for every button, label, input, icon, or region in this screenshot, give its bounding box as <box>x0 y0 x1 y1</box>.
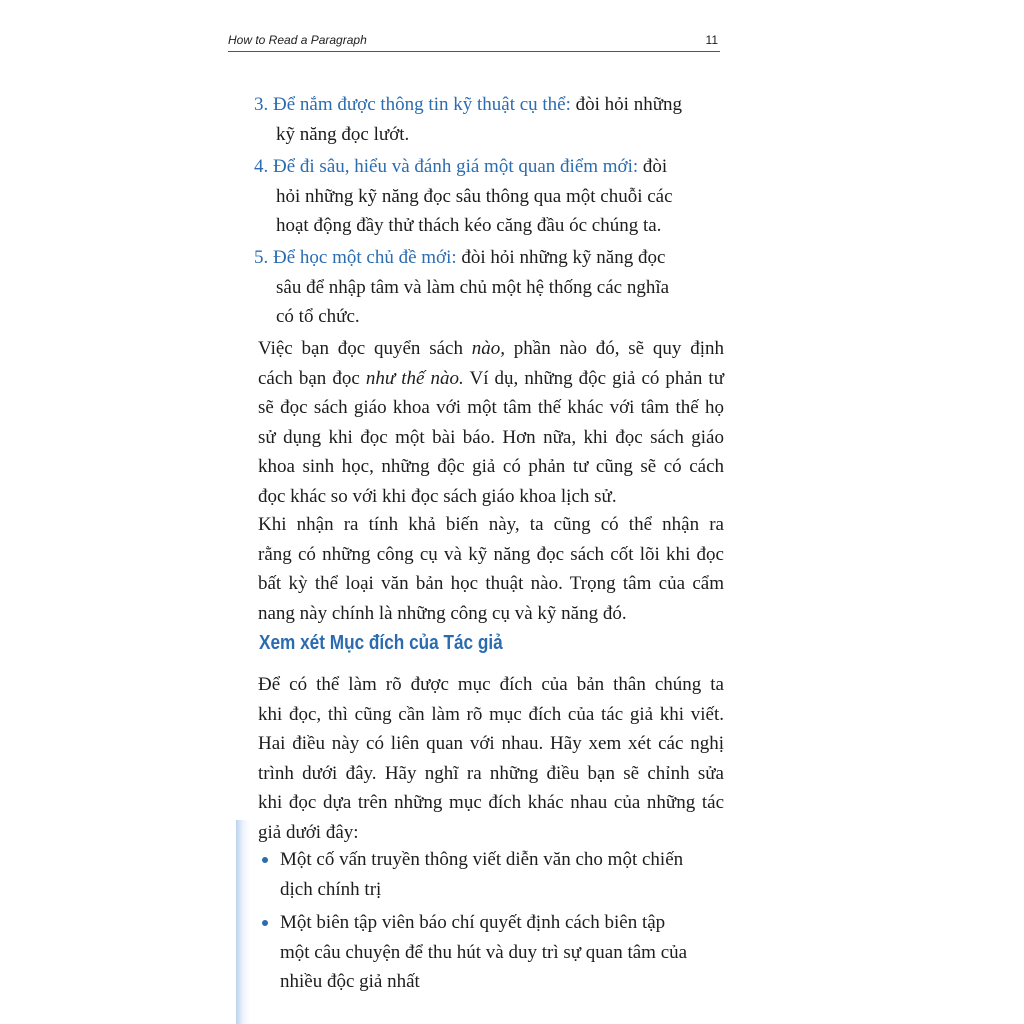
text-line: nhiều độc giả nhất <box>280 971 420 992</box>
text-line: rằng có những công cụ và kỹ năng đọc sách cốt lõi khi đọc <box>258 543 724 565</box>
header-rule <box>228 51 720 52</box>
numbered-item-4 <box>254 152 694 241</box>
item-text: có tổ chức. <box>276 306 360 327</box>
text-run: phần nào đó, sẽ quy định <box>505 338 724 359</box>
text-line: Một cố vấn truyền thông viết diễn văn cho một chiến <box>280 849 684 870</box>
item-text: hoạt động đầy thử thách kéo căng đầu óc chúng ta. <box>276 215 662 236</box>
bullet-list <box>258 845 728 997</box>
text-line: Khi nhận ra tính khả biến này, ta cũng có thể nhận ra <box>258 514 724 535</box>
text-line: khi đọc, thì cũng cần làm rõ mục đích của tác giả khi viết. <box>258 703 724 725</box>
paragraph-1 <box>258 334 724 511</box>
item-text: sâu để nhập tâm và làm chủ một hệ thống các nghĩa <box>276 276 670 298</box>
text-line: giả dưới đây: <box>258 821 359 843</box>
text-line: sẽ đọc sách giáo khoa với một tâm thế khác với tâm thế họ <box>258 397 724 418</box>
item-text: đòi hỏi những kỹ năng đọc <box>456 247 666 268</box>
text-line: đọc khác so với khi đọc sách giáo khoa lịch sử. <box>258 485 617 507</box>
text-line: dịch chính trị <box>280 878 382 900</box>
bullet-dot-icon <box>262 857 268 863</box>
text-line: trình dưới đây. Hãy nghĩ ra những điều bạn sẽ chỉnh sửa <box>258 762 724 784</box>
bullet-item <box>258 908 728 997</box>
item-text: đòi hỏi những <box>570 94 683 115</box>
running-header <box>228 33 720 51</box>
numbered-item-3 <box>254 90 694 149</box>
numbered-item-5 <box>254 243 694 332</box>
text-run: Ví dụ, những độc giả có phản tư <box>463 367 724 389</box>
page-edge-shadow <box>236 820 250 1024</box>
item-number: 3. <box>254 94 269 115</box>
bullet-dot-icon <box>262 920 268 926</box>
text-line: khoa sinh học, những độc giả có phản tư cũng sẽ có cách <box>258 456 724 477</box>
text-run-italic: nào, <box>471 338 505 359</box>
text-run-italic: như thế nào. <box>365 367 464 389</box>
text-line: sử dụng khi đọc một bài báo. Hơn nữa, khi đọc sách giáo <box>258 426 724 448</box>
bullet-item <box>258 845 728 904</box>
item-number: 5. <box>254 247 269 268</box>
page-number: 11 <box>705 33 718 47</box>
paragraph-2 <box>258 510 724 628</box>
text-line: Hai điều này có liên quan với nhau. Hãy xem xét các nghị <box>258 733 724 754</box>
text-line: bất kỳ thể loại văn bản học thuật nào. Trọng tâm của cẩm <box>258 573 724 594</box>
item-lead: Để đi sâu, hiểu và đánh giá một quan điểm mới: <box>273 156 639 177</box>
section-heading: Xem xét Mục đích của Tác giả <box>259 632 503 654</box>
item-number: 4. <box>254 156 269 177</box>
text-line: Để có thể làm rõ được mục đích của bản thân chúng ta <box>258 674 724 695</box>
text-line: một câu chuyện để thu hút và duy trì sự quan tâm của <box>280 941 688 963</box>
paragraph-3 <box>258 670 724 847</box>
text-line: khi đọc dựa trên những mục đích khác nhau của những tác <box>258 792 724 813</box>
item-lead: Để học một chủ đề mới: <box>273 247 457 268</box>
text-run: Việc bạn đọc quyển sách <box>258 338 472 359</box>
item-text: kỹ năng đọc lướt. <box>276 123 410 145</box>
text-run: cách bạn đọc <box>258 367 366 389</box>
item-text: đòi <box>638 156 668 177</box>
item-text: hỏi những kỹ năng đọc sâu thông qua một chuỗi các <box>276 185 673 207</box>
text-line: nang này chính là những công cụ và kỹ năng đó. <box>258 602 627 624</box>
running-header-title: How to Read a Paragraph <box>228 33 367 47</box>
item-lead: Để nắm được thông tin kỹ thuật cụ thể: <box>273 94 571 115</box>
text-line: Một biên tập viên báo chí quyết định cách biên tập <box>280 912 666 933</box>
